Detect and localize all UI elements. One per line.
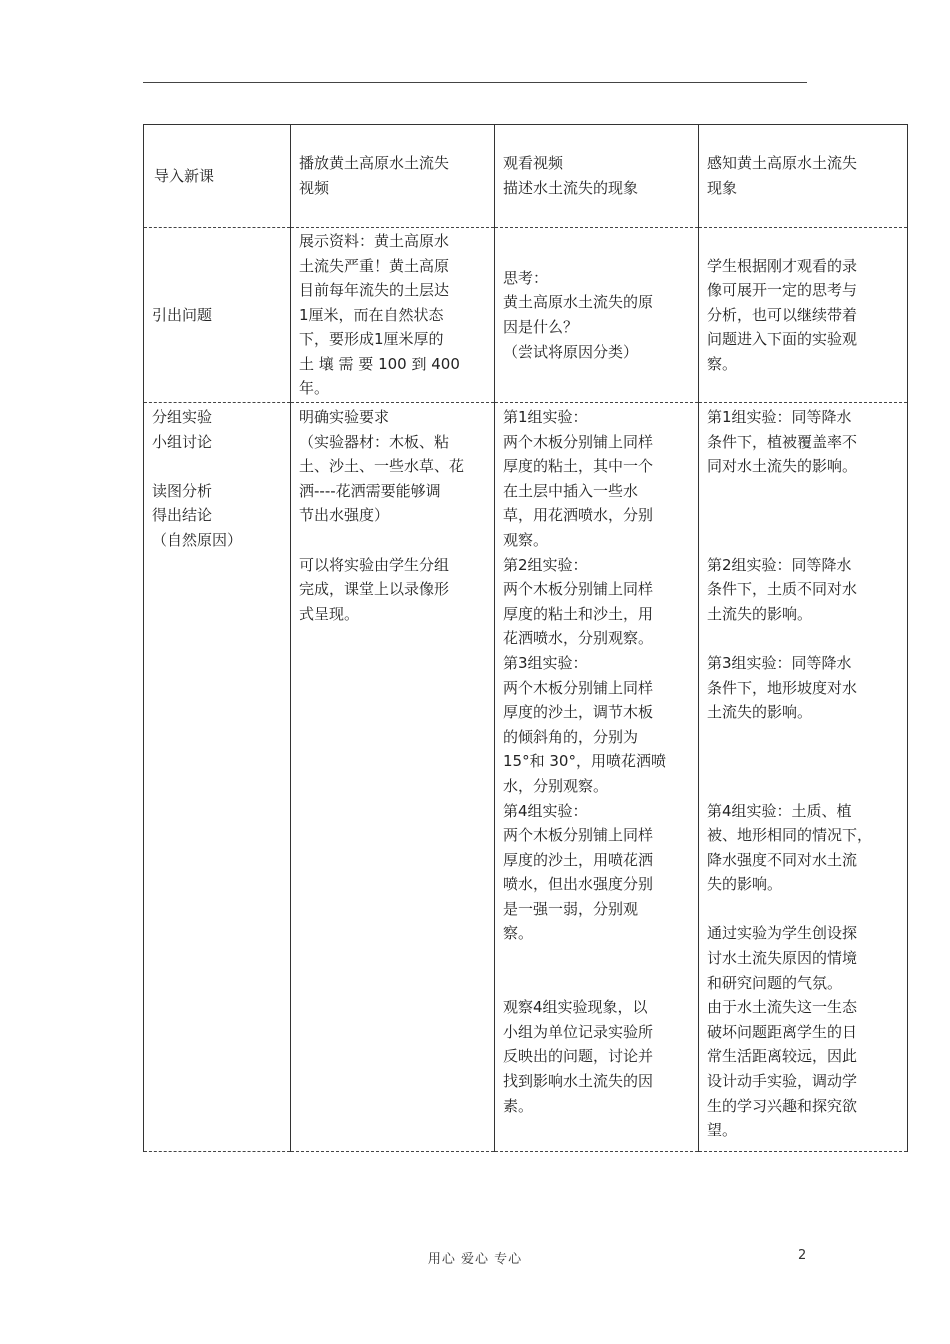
cell-line: 15°和 30°，用喷花洒喷 — [503, 752, 666, 771]
phase-cell — [144, 228, 291, 403]
cell-line — [707, 897, 899, 922]
cell-line: 洒----花洒需要能够调 — [299, 481, 441, 500]
teacher-activity-cell — [291, 403, 495, 1152]
page-footer: 用心 爱心 专心 — [427, 1252, 523, 1267]
cell-line: 察。 — [503, 924, 534, 943]
cell-line — [707, 528, 899, 553]
cell-line: 厚度的粘土，其中一个 — [503, 457, 654, 476]
cell-line: 找到影响水土流失的因 — [503, 1072, 654, 1091]
cell-line — [707, 479, 899, 504]
table-row — [144, 228, 908, 403]
student-activity-cell — [495, 228, 699, 403]
cell-line: 完成，课堂上以录像形 — [299, 580, 450, 599]
cell-line: 两个木板分别铺上同样 — [503, 432, 654, 451]
cell-line: （实验器材：木板、粘 — [299, 432, 450, 451]
cell-line: 设计动手实验，调动学 — [707, 1072, 858, 1091]
cell-line: 土流失严重！黄土高原 — [299, 256, 450, 275]
cell-line: 导入新课 — [154, 166, 215, 185]
cell-line — [707, 626, 899, 651]
table-row — [144, 125, 908, 228]
cell-line: 观看视频 — [503, 154, 564, 173]
cell-line: 两个木板分别铺上同样 — [503, 580, 654, 599]
cell-line: 现象 — [707, 179, 738, 197]
phase-cell — [144, 403, 291, 1152]
cell-line: 厚度的沙土，调节木板 — [503, 703, 654, 722]
cell-line: 讨水土流失原因的情境 — [707, 949, 858, 968]
cell-line: 引出问题 — [152, 305, 213, 324]
cell-line: 小组讨论 — [152, 432, 213, 451]
cell-line: 土流失的影响。 — [707, 604, 813, 623]
cell-line: 条件下，地形坡度对水 — [707, 678, 858, 697]
page-number: 2 — [798, 1248, 807, 1263]
cell-line: 第3组实验： — [503, 653, 588, 672]
design-intent-cell — [699, 125, 908, 228]
cell-line: 两个木板分别铺上同样 — [503, 678, 654, 697]
cell-line — [503, 946, 690, 971]
cell-line: 问题进入下面的实验观 — [707, 330, 858, 349]
cell-line: 黄土高原水土流失的原 — [503, 293, 654, 312]
cell-line: 小组为单位记录实验所 — [503, 1022, 654, 1041]
cell-line: 第4组实验：土质、植 — [707, 801, 852, 820]
cell-line — [152, 454, 282, 479]
cell-line — [299, 528, 486, 553]
cell-line: 观察4组实验现象，以 — [503, 998, 648, 1017]
cell-line: 式呈现。 — [299, 604, 360, 623]
cell-line: 第1组实验：同等降水 — [707, 408, 852, 426]
cell-line: 花洒喷水，分别观察。 — [503, 629, 654, 648]
cell-line: 观察。 — [503, 530, 549, 549]
cell-line: 分析，也可以继续带着 — [707, 305, 858, 324]
cell-line: 视频 — [299, 179, 330, 197]
cell-line: 土、沙土、一些水草、花 — [299, 457, 465, 476]
cell-line: 可以将实验由学生分组 — [299, 555, 450, 574]
cell-line: 的倾斜角的，分别为 — [503, 727, 639, 746]
cell-line: 第3组实验：同等降水 — [707, 653, 852, 672]
cell-line: 目前每年流失的土层达 — [299, 281, 450, 300]
cell-line: 降水强度不同对水土流 — [707, 850, 858, 869]
cell-line: 展示资料：黄土高原水 — [299, 231, 450, 250]
cell-line: 播放黄土高原水土流失 — [299, 154, 450, 173]
cell-line: 土 壤 需 要 100 到 400 — [299, 354, 460, 373]
cell-line: 在土层中插入一些水 — [503, 481, 639, 500]
cell-line: 感知黄土高原水土流失 — [707, 154, 858, 173]
cell-line: 像可展开一定的思考与 — [707, 281, 858, 300]
cell-line: 同对水土流失的影响。 — [707, 457, 858, 476]
cell-line: 1厘米，而在自然状态 — [299, 305, 444, 324]
teacher-activity-cell — [291, 125, 495, 228]
cell-line: 喷水，但出水强度分别 — [503, 875, 654, 894]
cell-line: 描述水土流失的现象 — [503, 179, 639, 197]
cell-line — [707, 749, 899, 774]
student-activity-cell — [495, 125, 699, 228]
teacher-activity-cell — [291, 228, 495, 403]
cell-line: 厚度的粘土和沙土，用 — [503, 604, 654, 623]
cell-line: 由于水土流失这一生态 — [707, 998, 858, 1017]
cell-line: 得出结论 — [152, 506, 213, 525]
cell-line: 条件下，植被覆盖率不 — [707, 432, 858, 451]
cell-line: 水，分别观察。 — [503, 776, 609, 795]
student-activity-cell — [495, 403, 699, 1152]
cell-line: 明确实验要求 — [299, 408, 390, 426]
cell-line: 反映出的问题，讨论并 — [503, 1047, 654, 1066]
cell-line: 察。 — [707, 354, 738, 373]
cell-line: 思考： — [503, 268, 549, 287]
cell-line: 分组实验 — [152, 408, 213, 426]
cell-line — [707, 503, 899, 528]
cell-line: 和研究问题的气氛。 — [707, 973, 843, 992]
design-intent-cell — [699, 228, 908, 403]
phase-cell — [144, 125, 291, 228]
cell-line: 第2组实验：同等降水 — [707, 555, 852, 574]
cell-line: （尝试将原因分类） — [503, 342, 639, 361]
cell-line — [503, 971, 690, 996]
cell-line: 生的学习兴趣和探究欲 — [707, 1096, 858, 1115]
table-row — [144, 403, 908, 1152]
cell-line: 第4组实验： — [503, 801, 588, 820]
cell-line: 常生活距离较远，因此 — [707, 1047, 858, 1066]
cell-line: 因是什么？ — [503, 318, 579, 336]
cell-line: 条件下，土质不同对水 — [707, 580, 858, 599]
cell-line: 两个木板分别铺上同样 — [503, 826, 654, 845]
header-rule — [143, 82, 807, 83]
cell-line: 被、地形相同的情况下， — [707, 826, 873, 845]
cell-line — [707, 725, 899, 750]
cell-line: 是一强一弱，分别观 — [503, 899, 639, 918]
cell-line: 学生根据刚才观看的录 — [707, 256, 858, 275]
cell-line: 下，要形成1厘米厚的 — [299, 330, 444, 349]
cell-line: 通过实验为学生创设探 — [707, 924, 858, 943]
cell-line: （自然原因） — [152, 530, 243, 549]
cell-line: 草，用花洒喷水，分别 — [503, 506, 654, 525]
cell-line: 第1组实验： — [503, 408, 588, 426]
cell-line: 第2组实验： — [503, 555, 588, 574]
cell-line: 节出水强度） — [299, 506, 390, 525]
cell-line: 素。 — [503, 1096, 534, 1115]
design-intent-cell — [699, 403, 908, 1152]
cell-line: 土流失的影响。 — [707, 703, 813, 722]
cell-line: 破坏问题距离学生的日 — [707, 1022, 858, 1041]
cell-line: 望。 — [707, 1121, 738, 1140]
cell-line: 厚度的沙土，用喷花洒 — [503, 850, 654, 869]
lesson-plan-table — [143, 124, 908, 1152]
cell-line: 失的影响。 — [707, 875, 783, 894]
cell-line: 读图分析 — [152, 481, 213, 500]
cell-line: 年。 — [299, 379, 330, 398]
cell-line — [707, 774, 899, 799]
